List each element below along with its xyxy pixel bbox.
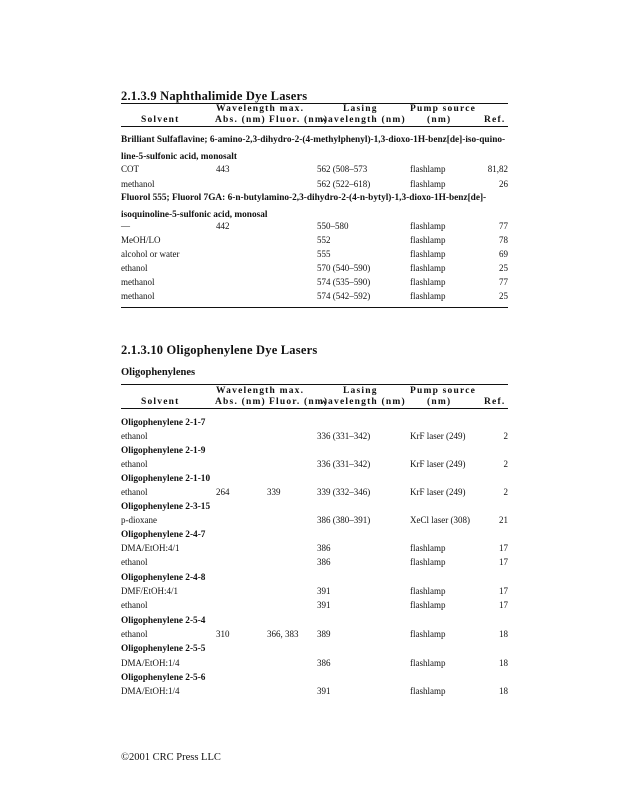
cell-pump: flashlamp	[410, 629, 446, 639]
table-row	[121, 686, 508, 700]
cell-solvent: ethanol	[121, 263, 148, 273]
subheading: Oligophenylenes	[121, 367, 196, 378]
table-row	[121, 600, 508, 614]
cell-abs: 264	[216, 487, 230, 497]
cell-pump: flashlamp	[410, 600, 446, 610]
cell-pump: flashlamp	[410, 543, 446, 553]
cell-pump: flashlamp	[410, 277, 446, 287]
cell-pump: flashlamp	[410, 221, 446, 231]
section-title-oligophenylene: 2.1.3.10 Oligophenylene Dye Lasers	[121, 343, 318, 357]
col-header-ref: Ref.	[484, 115, 506, 125]
col-header-lasing-wavelength: wavelength (nm)	[320, 397, 406, 407]
col-header-abs: Abs. (nm)	[215, 397, 266, 407]
compound-name: Oligophenylene 2-5-5	[121, 644, 206, 654]
col-header-solvent: Solvent	[141, 115, 180, 125]
col-header-fluor: Fluor. (nm)	[269, 115, 329, 125]
cell-solvent: ethanol	[121, 459, 148, 469]
cell-pump: KrF laser (249)	[410, 487, 466, 497]
cell-lasing: 391	[317, 586, 331, 596]
table-bottom-rule	[121, 307, 508, 308]
cell-lasing: 336 (331–342)	[317, 459, 371, 469]
header-bottom-rule	[121, 408, 508, 409]
cell-pump: flashlamp	[410, 235, 446, 245]
cell-solvent: DMA/EtOH:1/4	[121, 686, 180, 696]
cell-ref: 2	[503, 459, 508, 469]
cell-lasing: 562 (508–573	[317, 164, 368, 174]
cell-ref: 18	[499, 629, 508, 639]
table-row	[121, 586, 508, 600]
cell-lasing: 550–580	[317, 221, 349, 231]
cell-solvent: DMF/EtOH:4/1	[121, 586, 179, 596]
col-header-lasing-wavelength: wavelength (nm)	[320, 115, 406, 125]
compound-name: Oligophenylene 2-3-15	[121, 502, 211, 512]
cell-pump: flashlamp	[410, 263, 446, 273]
compound-name: Oligophenylene 2-1-7	[121, 418, 206, 428]
cell-abs: 443	[216, 164, 230, 174]
cell-lasing: 386	[317, 658, 331, 668]
compound-name: Oligophenylene 2-5-6	[121, 673, 206, 683]
cell-pump: flashlamp	[410, 686, 446, 696]
col-header-abs: Abs. (nm)	[215, 115, 266, 125]
cell-lasing: 386 (380–391)	[317, 515, 371, 525]
table-row	[121, 543, 508, 557]
cell-pump: flashlamp	[410, 557, 446, 567]
compound-name: Brilliant Sulfaflavine; 6-amino-2,3-dihydro-2-(4-methylphenyl)-1,3-dioxo-1H-benz[de]-iso-quino-line-5-sulfonic acid, monosalt	[121, 135, 506, 162]
table-row	[121, 291, 508, 305]
cell-ref: 17	[499, 600, 508, 610]
cell-pump: flashlamp	[410, 164, 446, 174]
cell-ref: 26	[499, 179, 508, 189]
compound-name: Oligophenylene 2-4-8	[121, 573, 206, 583]
cell-solvent: methanol	[121, 291, 155, 301]
table-row	[121, 277, 508, 291]
cell-fluor: 339	[267, 487, 281, 497]
cell-ref: 25	[499, 263, 508, 273]
cell-solvent: methanol	[121, 277, 155, 287]
cell-abs: 310	[216, 629, 230, 639]
cell-ref: 17	[499, 557, 508, 567]
cell-ref: 78	[499, 235, 508, 245]
cell-solvent: p-dioxane	[121, 515, 157, 525]
cell-pump: flashlamp	[410, 249, 446, 259]
col-header-ref: Ref.	[484, 397, 506, 407]
cell-solvent: ethanol	[121, 487, 148, 497]
cell-ref: 77	[499, 221, 508, 231]
cell-lasing: 391	[317, 600, 331, 610]
cell-lasing: 386	[317, 557, 331, 567]
compound-name: Oligophenylene 2-1-10	[121, 474, 211, 484]
col-header-pump-unit: (nm)	[427, 115, 452, 125]
col-header-pump-unit: (nm)	[427, 397, 452, 407]
col-header-fluor: Fluor. (nm)	[269, 397, 329, 407]
section-title-naphthalimide: 2.1.3.9 Naphthalimide Dye Lasers	[121, 89, 308, 103]
cell-pump: flashlamp	[410, 586, 446, 596]
cell-lasing: 570 (540–590)	[317, 263, 371, 273]
cell-solvent: methanol	[121, 179, 155, 189]
header-bottom-rule	[121, 126, 508, 127]
cell-ref: 77	[499, 277, 508, 287]
cell-lasing: 336 (331–342)	[317, 431, 371, 441]
table-row	[121, 164, 508, 178]
cell-lasing: 552	[317, 235, 331, 245]
col-header-lasing: Lasing	[343, 386, 378, 396]
cell-ref: 17	[499, 586, 508, 596]
table-row	[121, 221, 508, 235]
col-header-wavelength-max: Wavelength max.	[216, 104, 305, 114]
cell-lasing: 386	[317, 543, 331, 553]
cell-solvent: ethanol	[121, 557, 148, 567]
cell-ref: 18	[499, 658, 508, 668]
cell-lasing: 339 (332–346)	[317, 487, 371, 497]
cell-lasing: 391	[317, 686, 331, 696]
cell-pump: KrF laser (249)	[410, 459, 466, 469]
compound-name: Oligophenylene 2-4-7	[121, 530, 206, 540]
cell-ref: 17	[499, 543, 508, 553]
cell-solvent: ethanol	[121, 629, 148, 639]
table-top-rule	[121, 384, 508, 385]
cell-solvent: ethanol	[121, 431, 148, 441]
cell-abs: 442	[216, 221, 230, 231]
cell-pump: XeCl laser (308)	[410, 515, 470, 525]
compound-name: Oligophenylene 2-1-9	[121, 446, 206, 456]
col-header-wavelength-max: Wavelength max.	[216, 386, 305, 396]
col-header-pump-source: Pump source	[410, 104, 477, 114]
cell-ref: 2	[503, 431, 508, 441]
cell-solvent: COT	[121, 164, 139, 174]
cell-lasing: 555	[317, 249, 331, 259]
cell-lasing: 389	[317, 629, 331, 639]
table-row	[121, 249, 508, 263]
cell-fluor: 366, 383	[267, 629, 299, 639]
cell-lasing: 562 (522–618)	[317, 179, 371, 189]
cell-ref: 25	[499, 291, 508, 301]
col-header-lasing: Lasing	[343, 104, 378, 114]
cell-ref: 18	[499, 686, 508, 696]
compound-name: Oligophenylene 2-5-4	[121, 616, 206, 626]
cell-ref: 21	[499, 515, 508, 525]
cell-solvent: alcohol or water	[121, 249, 180, 259]
cell-lasing: 574 (542–592)	[317, 291, 371, 301]
table-row	[121, 235, 508, 249]
col-header-pump-source: Pump source	[410, 386, 477, 396]
cell-lasing: 574 (535–590)	[317, 277, 371, 287]
table-row	[121, 557, 508, 571]
cell-pump: flashlamp	[410, 658, 446, 668]
table-row	[121, 263, 508, 277]
cell-pump: flashlamp	[410, 291, 446, 301]
cell-solvent: DMA/EtOH:1/4	[121, 658, 180, 668]
cell-solvent: DMA/EtOH:4/1	[121, 543, 180, 553]
copyright-footer: ©2001 CRC Press LLC	[121, 752, 221, 763]
compound-name: Fluorol 555; Fluorol 7GA: 6-n-butylamino-2,3-dihydro-2-(4-n-bytyl)-1,3-dioxo-1H-benz[de]-isoquinoline-5-sulfonic acid, monosal	[121, 193, 487, 220]
cell-solvent: ethanol	[121, 600, 148, 610]
cell-ref: 81,82	[487, 164, 508, 174]
cell-pump: flashlamp	[410, 179, 446, 189]
cell-solvent: MeOH/LO	[121, 235, 161, 245]
col-header-solvent: Solvent	[141, 397, 180, 407]
cell-solvent: —	[121, 221, 130, 231]
cell-ref: 69	[499, 249, 508, 259]
cell-ref: 2	[503, 487, 508, 497]
cell-pump: KrF laser (249)	[410, 431, 466, 441]
